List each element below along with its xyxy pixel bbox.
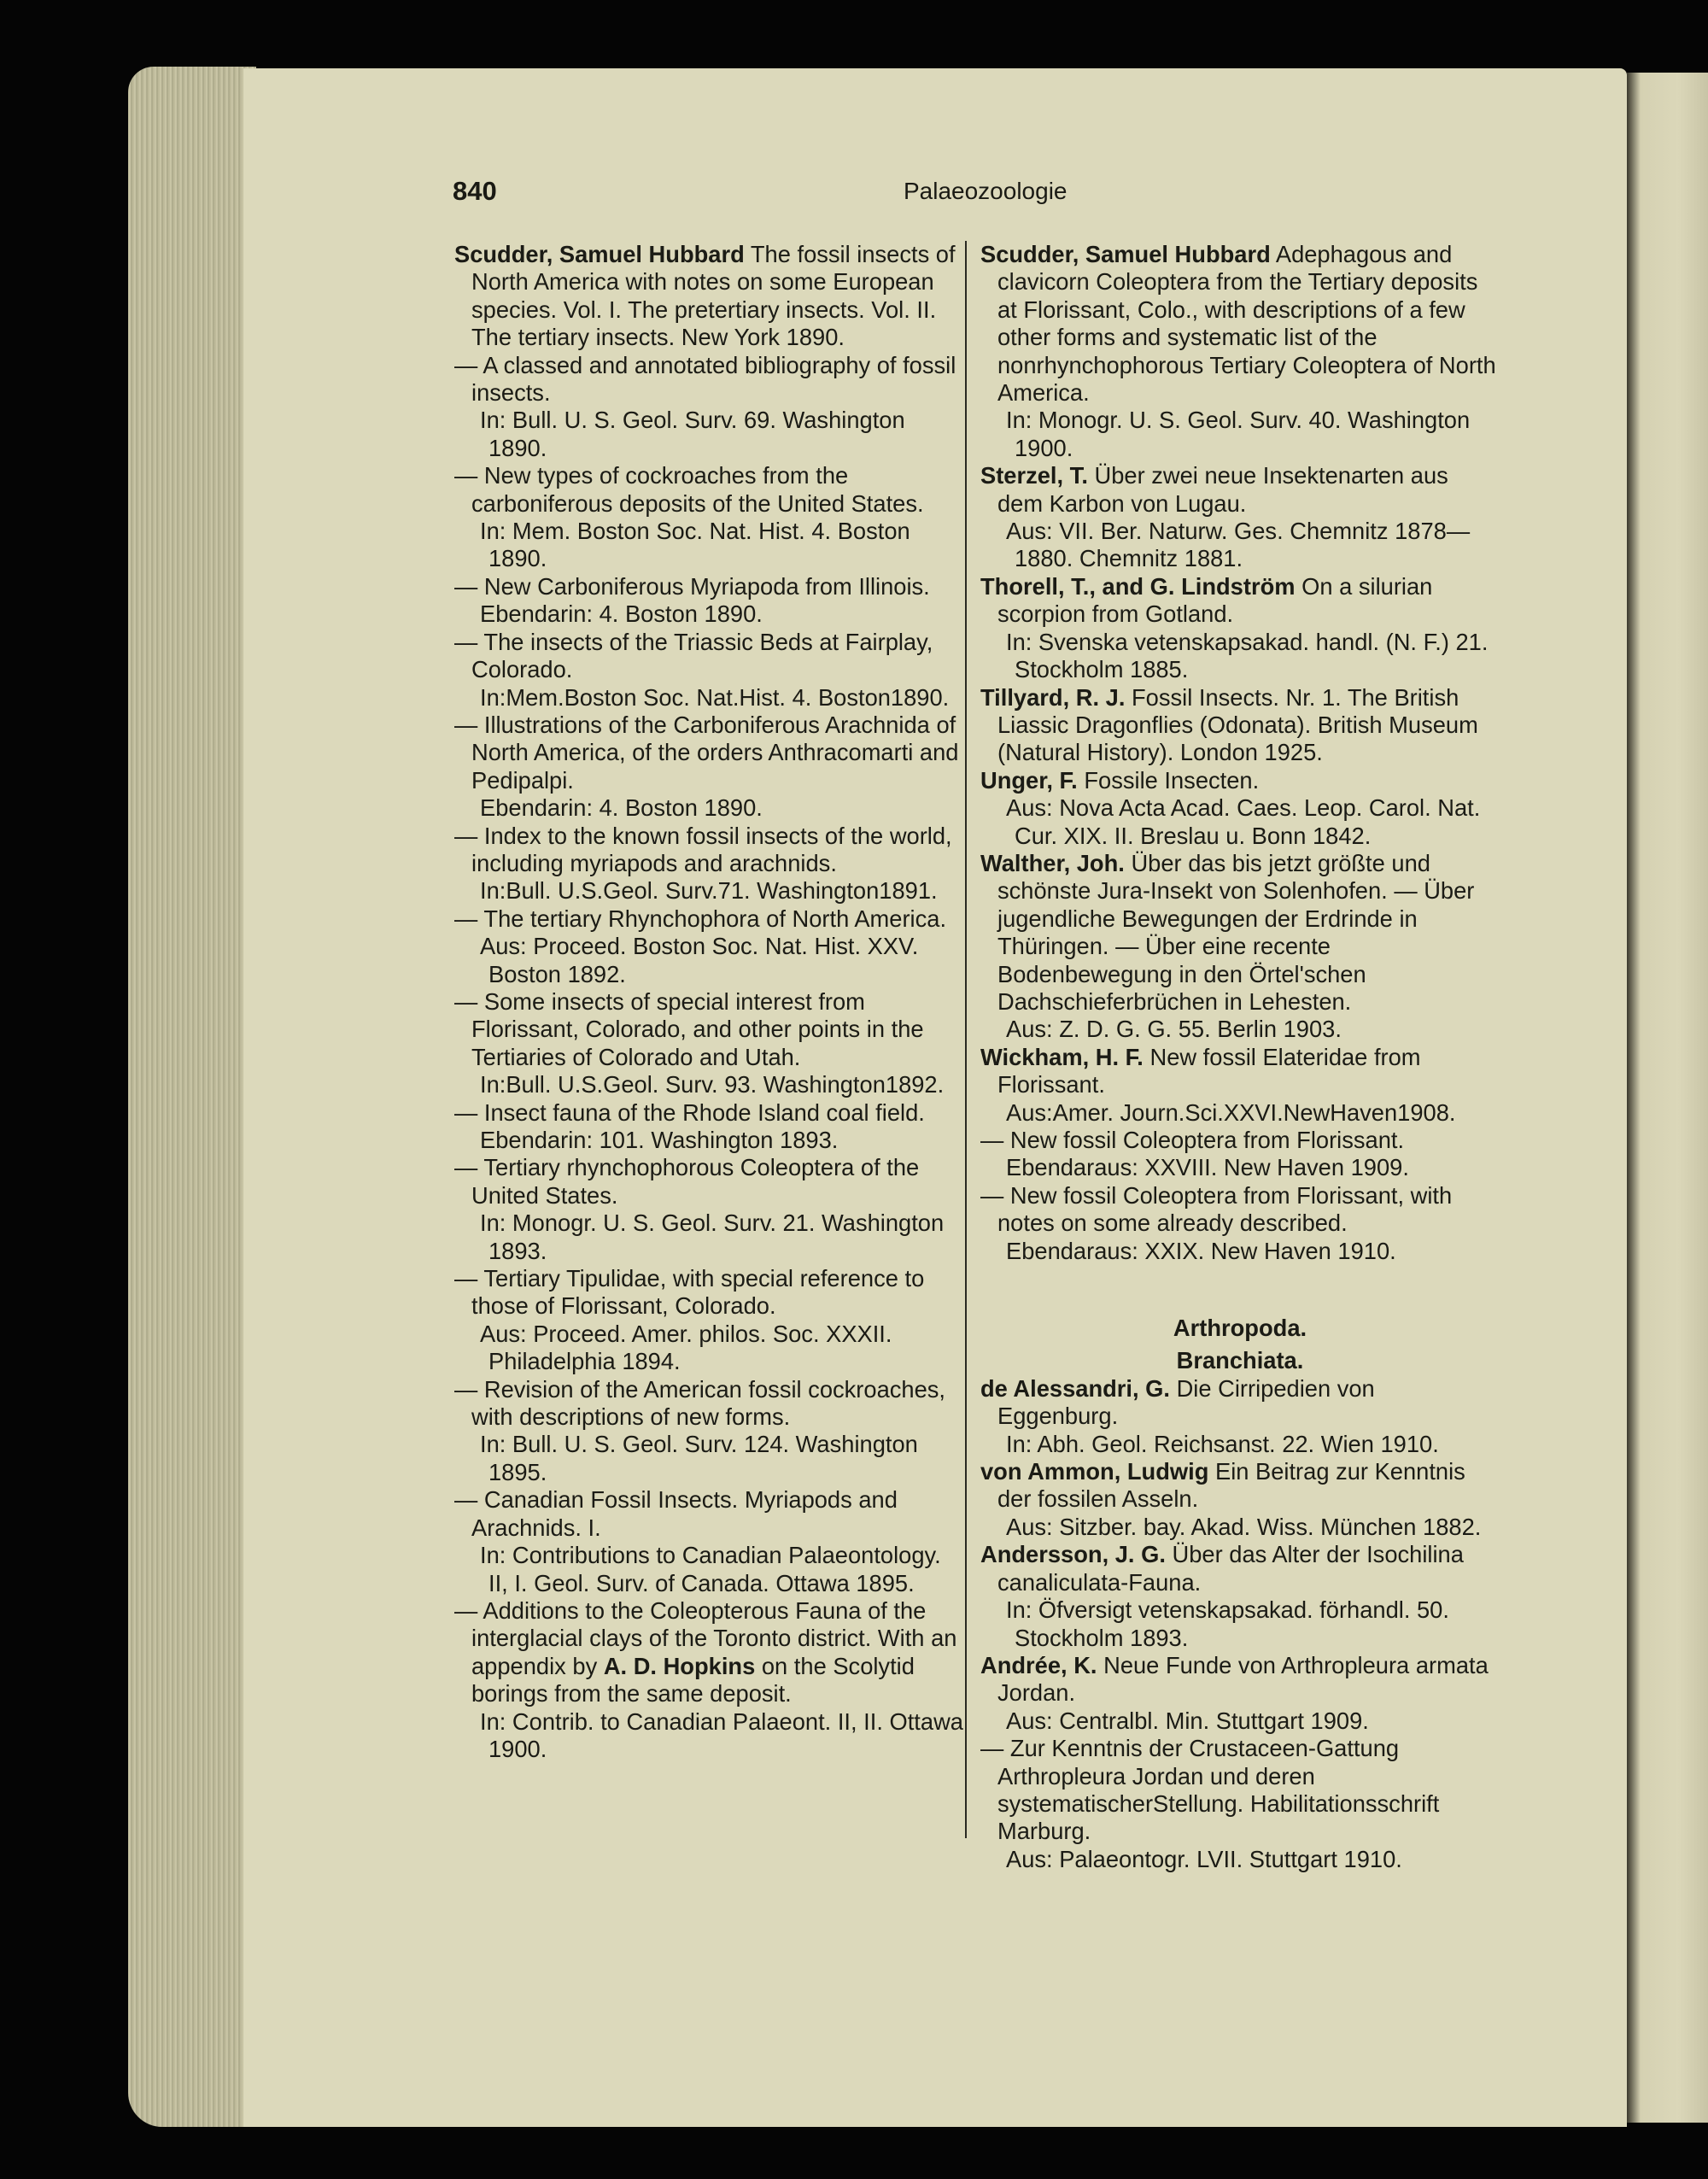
section-heading: Arthropoda. (1173, 1315, 1307, 1342)
bibliography-entry (454, 988, 967, 1071)
entry-author: Walther, Joh. (980, 849, 1125, 876)
entry-title: Index to the known fossil insects of the world, including myriapods and arachnids. (471, 822, 952, 876)
entry-dash: — (454, 351, 483, 378)
bibliography-entry (454, 573, 967, 600)
bibliography-entry (980, 1044, 1500, 1099)
entry-title: Tertiary rhynchophorous Coleoptera of the United States. (471, 1154, 920, 1209)
bibliography-entry (454, 905, 967, 933)
entry-title: On a silurian scorpion from Gotland. (997, 572, 1433, 628)
entry-title: Some insects of special interest from Florissant, Colorado, and other points in the Tertiaries of Colorado and Utah. (471, 987, 924, 1070)
bibliography-entry (980, 767, 1500, 794)
entry-author: Andersson, J. G. (980, 1541, 1166, 1568)
bibliography-entry (454, 462, 967, 518)
entry-source: In: Contributions to Canadian Palaeontology. II, I. Geol. Surv. of Canada. Ottawa 1895. (480, 1542, 941, 1596)
bibliography-entry (454, 1486, 967, 1542)
entry-author: Thorell, T., and G. Lindström (980, 572, 1296, 600)
entry-title: Revision of the American fossil cockroaches, with descriptions of new forms. (471, 1375, 946, 1431)
entry-author: Unger, F. (980, 766, 1078, 794)
entry-author: Scudder, Samuel Hubbard (454, 241, 745, 267)
entry-title: Über das Alter der Isochilina canaliculata-Fauna. (997, 1541, 1464, 1596)
entry-source: In: Monogr. U. S. Geol. Surv. 21. Washington 1893. (480, 1210, 945, 1264)
right-column (980, 241, 1500, 1873)
bibliography-entry (980, 573, 1500, 629)
entry-title: A classed and annotated bibliography of fossil insects. (471, 351, 956, 407)
entry-source: Aus: Sitzber. bay. Akad. Wiss. München 1882. (1006, 1513, 1482, 1540)
entry-title: Tertiary Tipulidae, with special reference to those of Florissant, Colorado. (471, 1265, 925, 1320)
entry-title: Die Cirripedien von Eggenburg. (997, 1374, 1375, 1430)
entry-source: Aus: Proceed. Boston Soc. Nat. Hist. XXV. Boston 1892. (480, 933, 919, 987)
entry-dash: — (454, 1486, 484, 1514)
bibliography-entry (980, 1127, 1500, 1154)
bibliography-entry (980, 684, 1500, 767)
bibliography-entry (454, 1376, 967, 1432)
entry-source: Aus: Palaeontogr. LVII. Stuttgart 1910. (1006, 1845, 1402, 1872)
entry-source: In: Mem. Boston Soc. Nat. Hist. 4. Boston 1890. (480, 518, 910, 572)
bibliography-entry (454, 1265, 967, 1321)
entry-title: Fossile Insecten. (1084, 766, 1260, 794)
entry-dash: — (454, 462, 484, 489)
bibliography-entry (454, 352, 967, 407)
running-head: Palaeozoologie (904, 178, 1068, 204)
bibliography-entry (980, 1375, 1500, 1431)
bibliography-entry (454, 712, 967, 794)
entry-title: Adephagous and clavicorn Coleoptera from the Tertiary deposits at Florissant, Colo., with descriptions of a few other forms and systematic list of the nonrhynchophorous Tertiary Coleoptera of North America. (997, 241, 1496, 407)
bibliography-entry (980, 241, 1500, 407)
entry-dash: — (454, 1375, 484, 1403)
entry-inline-author: A. D. Hopkins (603, 1652, 756, 1679)
entry-dash: — (454, 711, 484, 738)
entry-title: Neue Funde von Arthropleura armata Jordan. (997, 1651, 1489, 1707)
entry-source: In: Monogr. U. S. Geol. Surv. 40. Washington 1900. (1006, 407, 1471, 461)
facing-page-edge (1627, 73, 1708, 2123)
bibliography-entry (980, 1541, 1500, 1596)
entry-source: In:Bull. U.S.Geol. Surv.71. Washington1891. (480, 877, 938, 905)
entry-title: New types of cockroaches from the carboniferous deposits of the United States. (471, 462, 924, 517)
entry-source: In:Mem.Boston Soc. Nat.Hist. 4. Boston1890. (480, 683, 950, 711)
entry-author: de Alessandri, G. (980, 1374, 1170, 1402)
bibliography-entry (980, 462, 1500, 518)
entry-title: The tertiary Rhynchophora of North America. (483, 905, 947, 932)
entry-dash: — (980, 1735, 1010, 1762)
entry-source: Ebendarin: 4. Boston 1890. (480, 600, 763, 628)
bibliography-entry (454, 823, 967, 878)
bibliography-entry (980, 1458, 1500, 1514)
entry-dash: — (454, 572, 484, 600)
entry-source: Ebendaraus: XXVIII. New Haven 1909. (1006, 1154, 1409, 1181)
book-page-edges (128, 67, 256, 2127)
bibliography-entry (454, 1154, 967, 1210)
entry-source: In: Contrib. to Canadian Palaeont. II, II. Ottawa 1900. (480, 1707, 963, 1762)
entry-title: Über das bis jetzt größte und schönste Jura-Insekt von Solenhofen. — Über jugendliche Bewegungen der Erdrinde in Thüringen. — Über eine recente Bodenbewegung in den Örtel'schen Dachschieferbrüchen in Lehesten. (997, 849, 1475, 1015)
entry-title: New Carboniferous Myriapoda from Illinois. (483, 572, 930, 600)
entry-title: The insects of the Triassic Beds at Fairplay, Colorado. (471, 628, 933, 683)
bibliography-entry (980, 1182, 1500, 1238)
entry-title: New fossil Elateridae from Florissant. (997, 1043, 1421, 1098)
entry-source: Aus: Proceed. Amer. philos. Soc. XXXII. Philadelphia 1894. (480, 1320, 892, 1375)
bibliography-entry (454, 241, 967, 352)
entry-title: Additions to the Coleopterous Fauna of the interglacial clays of the Toronto district. With an appendix by (471, 1596, 957, 1679)
entry-source: Aus: Nova Acta Acad. Caes. Leop. Carol. Nat. Cur. XIX. II. Breslau u. Bonn 1842. (1006, 794, 1481, 849)
entry-dash: — (454, 1596, 483, 1624)
entry-title: Insect fauna of the Rhode Island coal field. (483, 1098, 925, 1126)
entry-dash: — (454, 1265, 484, 1292)
entry-dash: — (980, 1127, 1010, 1153)
entry-dash: — (980, 1181, 1010, 1209)
bibliography-entry (980, 850, 1500, 1016)
bibliography-entry (454, 629, 967, 684)
entry-source: Aus: Centralbl. Min. Stuttgart 1909. (1006, 1707, 1369, 1734)
entry-source: Ebendaraus: XXIX. New Haven 1910. (1006, 1237, 1396, 1264)
entry-author: Sterzel, T. (980, 462, 1088, 489)
entry-source: Aus:Amer. Journ.Sci.XXVI.NewHaven1908. (1006, 1098, 1456, 1126)
entry-dash: — (454, 905, 484, 932)
entry-source: Aus: Z. D. G. G. 55. Berlin 1903. (1006, 1016, 1342, 1043)
bibliography-entry (980, 1735, 1500, 1846)
entry-title: Fossil Insects. Nr. 1. The British Liassic Dragonflies (Odonata). British Museum (Natural History). London 1925. (997, 683, 1478, 766)
entry-title: Über zwei neue Insektenarten aus dem Karbon von Lugau. (997, 462, 1448, 517)
entry-author: von Ammon, Ludwig (980, 1458, 1209, 1485)
left-column (454, 241, 967, 1763)
entry-dash: — (454, 628, 484, 655)
entry-source: Ebendarin: 4. Boston 1890. (480, 794, 763, 822)
entry-title: Illustrations of the Carboniferous Arachnida of North America, of the orders Anthracomarti and Pedipalpi. (471, 711, 959, 794)
entry-title: Zur Kenntnis der Crustaceen-Gattung Arthropleura Jordan und deren systematischerStellung. Habilitationsschrift Marburg. (997, 1735, 1440, 1845)
entry-author: Andrée, K. (980, 1651, 1097, 1678)
entry-author: Wickham, H. F. (980, 1043, 1144, 1070)
entry-source: In: Öfversigt vetenskapsakad. förhandl. 50. Stockholm 1893. (1006, 1596, 1449, 1651)
entry-title: Canadian Fossil Insects. Myriapods and Arachnids. I. (471, 1486, 898, 1541)
section-gap (980, 1265, 1500, 1315)
bibliography-entry (454, 1099, 967, 1127)
entry-title-tail: on the Scolytid borings from the same deposit. (471, 1652, 915, 1707)
entry-title: Ein Beitrag zur Kenntnis der fossilen Asseln. (997, 1458, 1465, 1513)
entry-title: New fossil Coleoptera from Florissant. (1009, 1127, 1405, 1153)
entry-source: In: Svenska vetenskapsakad. handl. (N. F.) 21. Stockholm 1885. (1006, 628, 1489, 683)
column-rule (965, 241, 967, 1838)
bibliography-entry (454, 1597, 967, 1708)
entry-author: Tillyard, R. J. (980, 683, 1126, 711)
entry-dash: — (454, 1154, 484, 1181)
entry-source: Ebendarin: 101. Washington 1893. (480, 1127, 839, 1153)
entry-source: In: Bull. U. S. Geol. Surv. 69. Washington 1890. (480, 407, 905, 461)
bibliography-entry (980, 1652, 1500, 1707)
entry-source: In: Abh. Geol. Reichsanst. 22. Wien 1910. (1006, 1430, 1439, 1457)
entry-dash: — (454, 1098, 484, 1126)
page-number: 840 (453, 176, 497, 206)
entry-dash: — (454, 822, 484, 849)
entry-author: Scudder, Samuel Hubbard (980, 241, 1271, 267)
entry-source: In: Bull. U. S. Geol. Surv. 124. Washington 1895. (480, 1431, 918, 1485)
entry-title: New fossil Coleoptera from Florissant, with notes on some already described. (997, 1181, 1453, 1237)
entry-title: The fossil insects of North America with notes on some European species. Vol. I. The pretertiary insects. Vol. II. The tertiary insects. New York 1890. (471, 241, 956, 351)
entry-dash: — (454, 987, 484, 1015)
subsection-heading: Branchiata. (1176, 1347, 1304, 1374)
entry-source: Aus: VII. Ber. Naturw. Ges. Chemnitz 1878—1880. Chemnitz 1881. (1006, 518, 1471, 572)
entry-source: In:Bull. U.S.Geol. Surv. 93. Washington1892. (480, 1071, 945, 1098)
